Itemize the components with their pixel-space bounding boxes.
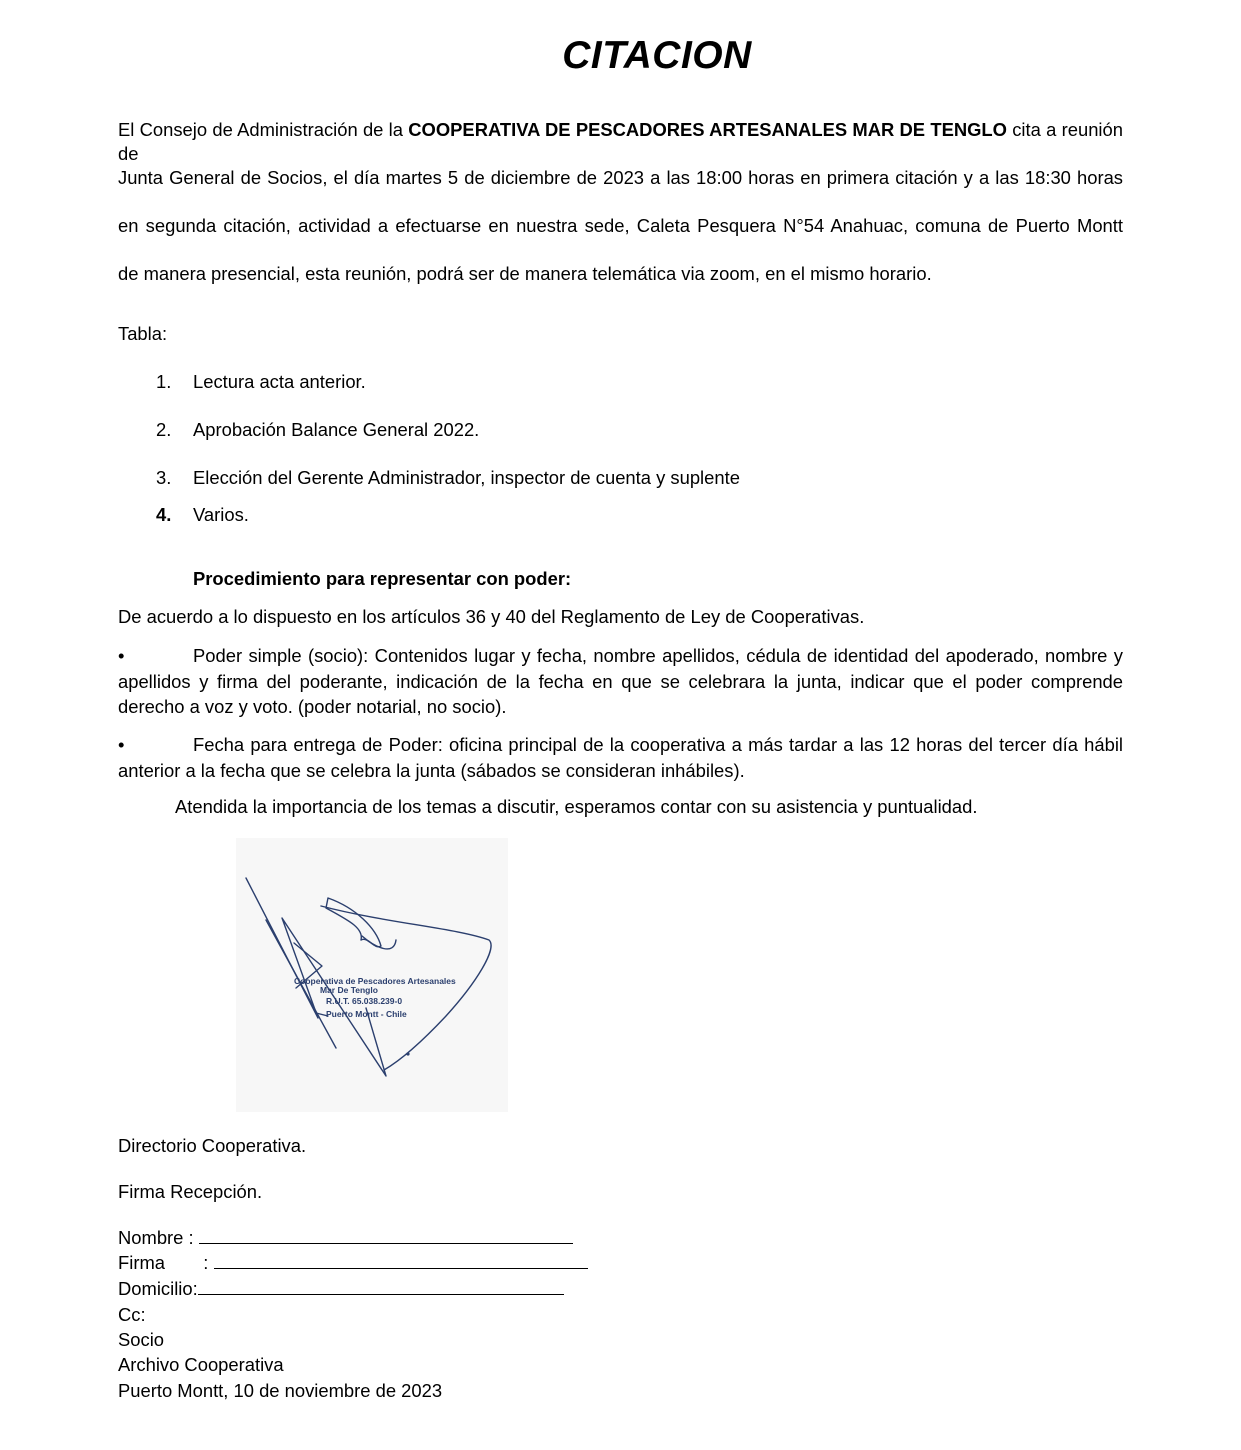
nombre-field xyxy=(118,1227,573,1249)
document-title: CITACION xyxy=(562,34,752,77)
domicilio-blank-line xyxy=(198,1280,564,1295)
bullet-glyph: • xyxy=(118,645,125,666)
stamp-line-4: Puerto Montt - Chile xyxy=(326,1009,407,1019)
domicilio-label: Domicilio: xyxy=(118,1278,198,1299)
domicilio-field xyxy=(118,1278,564,1300)
firma-colon: : xyxy=(203,1252,209,1273)
tabla-label: Tabla: xyxy=(118,323,168,344)
document-date: Puerto Montt, 10 de noviembre de 2023 xyxy=(118,1380,443,1401)
agenda-item: Aprobación Balance General 2022. xyxy=(193,419,480,440)
firma-label: Firma xyxy=(118,1252,165,1273)
ink-dot xyxy=(406,1052,409,1055)
intro-line-1: El Consejo de Administración de la COOPERATIVA DE PESCADORES ARTESANALES MAR DE TENGLO cita a reunión de xyxy=(118,119,1123,164)
procedimiento-heading: Procedimiento para representar con poder: xyxy=(193,568,572,589)
intro-paragraph xyxy=(118,118,1123,310)
nombre-blank-line xyxy=(199,1229,573,1244)
firma-field xyxy=(118,1252,588,1274)
intro-line-2: Junta General de Socios, el día martes 5 de diciembre de 2023 a las 18:00 horas en primera citación y a las 18:30 horas xyxy=(118,167,1123,188)
agenda-item: Lectura acta anterior. xyxy=(193,371,366,392)
firma-blank-line xyxy=(214,1254,588,1269)
stamp-line-1: Cooperativa de Pescadores Artesanales xyxy=(294,976,456,986)
signature-drawing xyxy=(236,838,508,1112)
cc-label: Cc: xyxy=(118,1304,146,1325)
bullet-fecha-entrega: • Fecha para entrega de Poder: oficina principal de la cooperativa a más tardar a las 12 horas del tercer día hábil anterior a la fecha que se celebra la junta (sábados se consideran inhábiles). xyxy=(118,734,1123,781)
agenda-number: 4. xyxy=(156,504,172,525)
agenda-number: 3. xyxy=(156,467,172,488)
bullet-poder-simple: • Poder simple (socio): Contenidos lugar y fecha, nombre apellidos, cédula de identidad del apoderado, nombre y apellidos y firma del poderante, indicación de la fecha en que se celebrara la junta, indicar que el poder comprende derecho a voz y voto. (poder notarial, no socio). xyxy=(118,645,1123,717)
agenda-item: Varios. xyxy=(193,504,249,525)
closing-sentence: Atendida la importancia de los temas a discutir, esperamos contar con su asistencia y puntualidad. xyxy=(175,796,978,817)
nombre-label: Nombre : xyxy=(118,1227,194,1248)
agenda-number: 1. xyxy=(156,371,172,392)
directorio-label: Directorio Cooperativa. xyxy=(118,1135,307,1156)
cooperative-name: COOPERATIVA DE PESCADORES ARTESANALES MAR DE TENGLO xyxy=(408,119,1007,140)
intro-line-3: en segunda citación, actividad a efectuarse en nuestra sede, Caleta Pesquera N°54 Anahuac, comuna de Puerto Montt xyxy=(118,215,1123,236)
agenda-item: Elección del Gerente Administrador, inspector de cuenta y suplente xyxy=(193,467,740,488)
cc-socio: Socio xyxy=(118,1329,165,1350)
intro-line-4: de manera presencial, esta reunión, podrá ser de manera telemática via zoom, en el mismo horario. xyxy=(118,263,932,284)
bullet-glyph: • xyxy=(118,734,125,755)
cc-archivo: Archivo Cooperativa xyxy=(118,1354,284,1375)
stamp-line-3: R.U.T. 65.038.239-0 xyxy=(326,996,403,1006)
signature-stamp-image xyxy=(236,838,508,1112)
firma-recepcion-label: Firma Recepción. xyxy=(118,1181,263,1202)
agenda-number: 2. xyxy=(156,419,172,440)
procedimiento-intro: De acuerdo a lo dispuesto en los artículos 36 y 40 del Reglamento de Ley de Cooperativas. xyxy=(118,606,865,627)
stamp-line-2: Mar De Tenglo xyxy=(320,985,378,995)
